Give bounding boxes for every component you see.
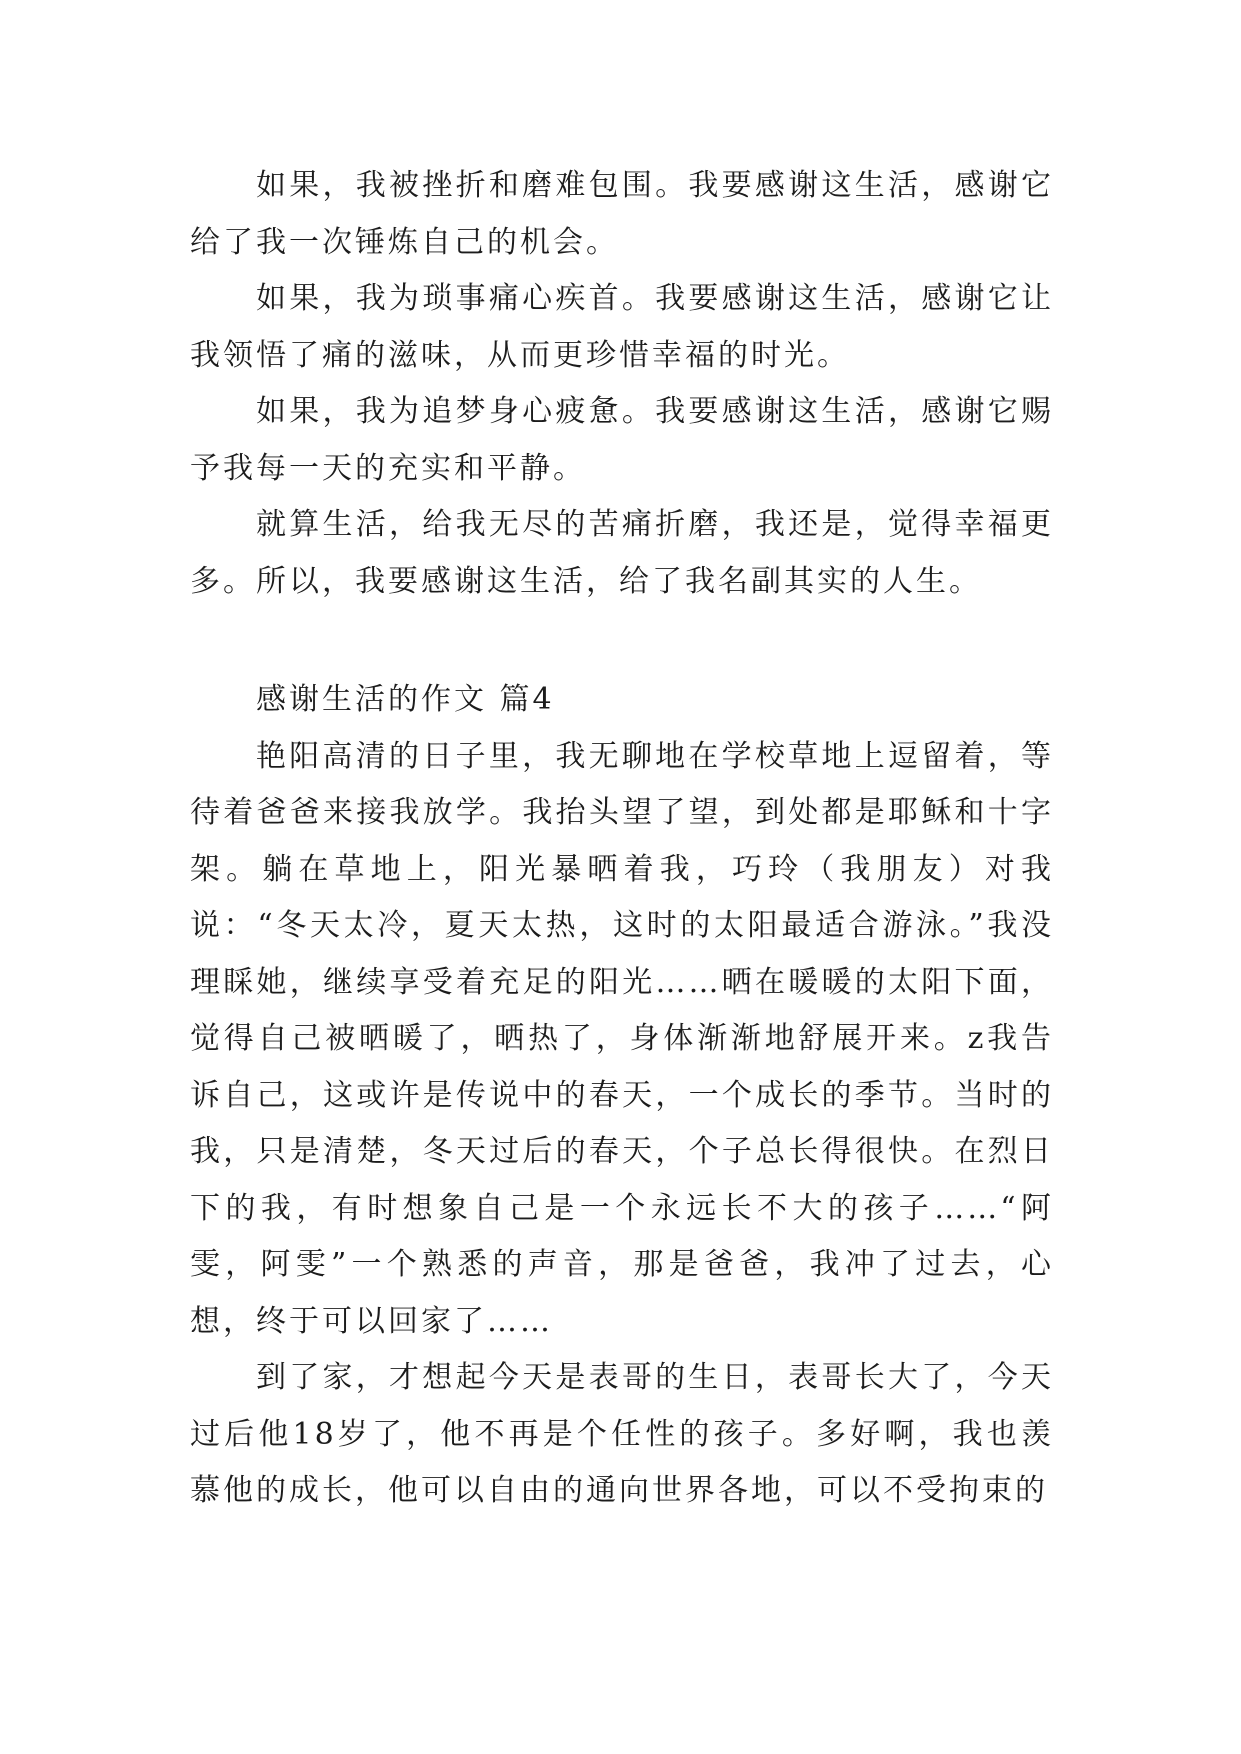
paragraph: 到了家，才想起今天是表哥的生日，表哥长大了，今天过后他18岁了，他不再是个任性的孩子。多好啊，我也羡慕他的成长，他可以自由的通向世界各地，可以不受拘束的 <box>190 1360 1054 1508</box>
section-spacer <box>190 610 1054 672</box>
paragraph: 如果，我为追梦身心疲惫。我要感谢这生活，感谢它赐予我每一天的充实和平静。 <box>190 394 1054 486</box>
document-body <box>190 158 1054 1520</box>
paragraph: 如果，我为琐事痛心疾首。我要感谢这生活，感谢它让我领悟了痛的滋味，从而更珍惜幸福的时光。 <box>190 281 1054 373</box>
section-heading: 感谢生活的作文 篇4 <box>256 682 555 717</box>
paragraph: 就算生活，给我无尽的苦痛折磨，我还是，觉得幸福更多。所以，我要感谢这生活，给了我名副其实的人生。 <box>190 507 1054 599</box>
paragraph: 艳阳高清的日子里，我无聊地在学校草地上逗留着，等待着爸爸来接我放学。我抬头望了望，到处都是耶稣和十字架。躺在草地上，阳光暴晒着我，巧玲（我朋友）对我说：“冬天太冷，夏天太热，这时的太阳最适合游泳。”我没理睬她，继续享受着充足的阳光……晒在暖暖的太阳下面，觉得自己被晒暖了，晒热了，身体渐渐地舒展开来。z我告诉自己，这或许是传说中的春天，一个成长的季节。当时的我，只是清楚，冬天过后的春天，个子总长得很快。在烈日下的我，有时想象自己是一个永远长不大的孩子……“阿雯，阿雯”一个熟悉的声音，那是爸爸，我冲了过去，心想，终于可以回家了…… <box>190 738 1054 1339</box>
paragraph: 如果，我被挫折和磨难包围。我要感谢这生活，感谢它给了我一次锤炼自己的机会。 <box>190 168 1054 260</box>
